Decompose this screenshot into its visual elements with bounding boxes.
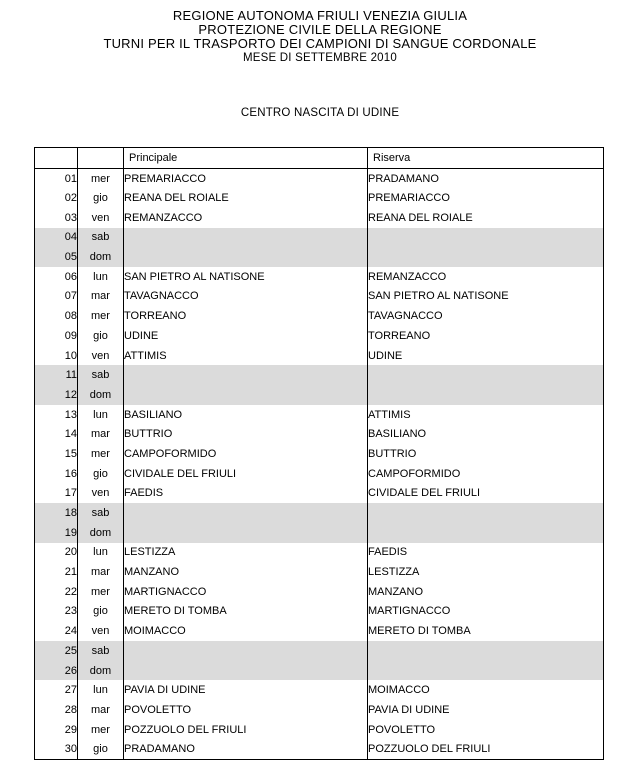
day-cell: 07	[35, 287, 78, 307]
riserva-cell: CAMPOFORMIDO	[368, 464, 604, 484]
weekday-cell: lun	[78, 680, 124, 700]
day-cell: 15	[35, 444, 78, 464]
riserva-cell	[368, 523, 604, 543]
principale-cell: PRADAMANO	[124, 739, 368, 759]
principale-cell	[124, 661, 368, 681]
day-cell: 19	[35, 523, 78, 543]
weekday-cell: lun	[78, 405, 124, 425]
table-row	[35, 602, 604, 622]
weekday-cell: gio	[78, 464, 124, 484]
riserva-cell: POZZUOLO DEL FRIULI	[368, 739, 604, 759]
table-row	[35, 247, 604, 267]
riserva-cell: BASILIANO	[368, 424, 604, 444]
day-cell: 12	[35, 385, 78, 405]
riserva-cell: SAN PIETRO AL NATISONE	[368, 287, 604, 307]
table-row	[35, 444, 604, 464]
day-cell: 04	[35, 228, 78, 248]
weekday-cell: ven	[78, 484, 124, 504]
weekday-cell: dom	[78, 523, 124, 543]
principale-cell: SAN PIETRO AL NATISONE	[124, 267, 368, 287]
principale-cell: TAVAGNACCO	[124, 287, 368, 307]
day-cell: 11	[35, 365, 78, 385]
table-row	[35, 543, 604, 563]
riserva-cell: UDINE	[368, 346, 604, 366]
weekday-cell: ven	[78, 208, 124, 228]
table-row	[35, 346, 604, 366]
weekday-cell: mer	[78, 306, 124, 326]
riserva-cell: TORREANO	[368, 326, 604, 346]
day-cell: 17	[35, 484, 78, 504]
shifts-table-body	[35, 169, 604, 760]
day-cell: 30	[35, 739, 78, 759]
principale-cell: TORREANO	[124, 306, 368, 326]
riserva-cell: MANZANO	[368, 582, 604, 602]
day-cell: 20	[35, 543, 78, 563]
principale-cell: FAEDIS	[124, 484, 368, 504]
header-day	[35, 148, 78, 169]
riserva-cell: ATTIMIS	[368, 405, 604, 425]
principale-cell: PAVIA DI UDINE	[124, 680, 368, 700]
principale-cell	[124, 641, 368, 661]
weekday-cell: sab	[78, 228, 124, 248]
principale-cell	[124, 503, 368, 523]
table-row	[35, 188, 604, 208]
riserva-cell	[368, 228, 604, 248]
day-cell: 23	[35, 602, 78, 622]
weekday-cell: gio	[78, 326, 124, 346]
riserva-cell: POVOLETTO	[368, 720, 604, 740]
principale-cell: MANZANO	[124, 562, 368, 582]
riserva-cell: LESTIZZA	[368, 562, 604, 582]
weekday-cell: sab	[78, 503, 124, 523]
shifts-table	[34, 147, 604, 760]
principale-cell: POVOLETTO	[124, 700, 368, 720]
riserva-cell: MOIMACCO	[368, 680, 604, 700]
header-riserva: Riserva	[368, 148, 604, 169]
weekday-cell: gio	[78, 739, 124, 759]
title-line-turni: TURNI PER IL TRASPORTO DEI CAMPIONI DI SANGUE CORDONALE	[103, 36, 537, 51]
table-row	[35, 385, 604, 405]
header-weekday	[78, 148, 124, 169]
principale-cell: LESTIZZA	[124, 543, 368, 563]
weekday-cell: sab	[78, 365, 124, 385]
weekday-cell: dom	[78, 247, 124, 267]
table-row	[35, 464, 604, 484]
riserva-cell: MARTIGNACCO	[368, 602, 604, 622]
title-line-mese: MESE DI SETTEMBRE 2010	[243, 52, 397, 64]
principale-cell: BASILIANO	[124, 405, 368, 425]
riserva-cell: PAVIA DI UDINE	[368, 700, 604, 720]
table-row	[35, 287, 604, 307]
table-row	[35, 562, 604, 582]
weekday-cell: ven	[78, 346, 124, 366]
principale-cell: BUTTRIO	[124, 424, 368, 444]
weekday-cell: mar	[78, 562, 124, 582]
day-cell: 03	[35, 208, 78, 228]
weekday-cell: gio	[78, 188, 124, 208]
day-cell: 02	[35, 188, 78, 208]
day-cell: 16	[35, 464, 78, 484]
table-row	[35, 661, 604, 681]
table-row	[35, 267, 604, 287]
principale-cell: MARTIGNACCO	[124, 582, 368, 602]
riserva-cell	[368, 503, 604, 523]
table-row	[35, 405, 604, 425]
day-cell: 08	[35, 306, 78, 326]
weekday-cell: sab	[78, 641, 124, 661]
principale-cell: ATTIMIS	[124, 346, 368, 366]
principale-cell: MOIMACCO	[124, 621, 368, 641]
riserva-cell: PREMARIACCO	[368, 188, 604, 208]
header-row	[35, 148, 604, 169]
day-cell: 28	[35, 700, 78, 720]
table-row	[35, 326, 604, 346]
table-row	[35, 484, 604, 504]
principale-cell: CIVIDALE DEL FRIULI	[124, 464, 368, 484]
shifts-table-header	[35, 148, 604, 169]
day-cell: 21	[35, 562, 78, 582]
day-cell: 05	[35, 247, 78, 267]
table-row	[35, 680, 604, 700]
riserva-cell	[368, 365, 604, 385]
table-row	[35, 169, 604, 189]
center-title: CENTRO NASCITA DI UDINE	[240, 107, 400, 119]
table-row	[35, 621, 604, 641]
weekday-cell: lun	[78, 543, 124, 563]
principale-cell: REANA DEL ROIALE	[124, 188, 368, 208]
riserva-cell: REMANZACCO	[368, 267, 604, 287]
table-row	[35, 523, 604, 543]
table-row	[35, 424, 604, 444]
day-cell: 29	[35, 720, 78, 740]
table-row	[35, 503, 604, 523]
principale-cell: MERETO DI TOMBA	[124, 602, 368, 622]
table-row	[35, 582, 604, 602]
weekday-cell: mer	[78, 720, 124, 740]
day-cell: 27	[35, 680, 78, 700]
title-line-region: REGIONE AUTONOMA FRIULI VENEZIA GIULIA	[172, 8, 468, 23]
weekday-cell: mer	[78, 444, 124, 464]
principale-cell	[124, 523, 368, 543]
day-cell: 18	[35, 503, 78, 523]
weekday-cell: lun	[78, 267, 124, 287]
weekday-cell: gio	[78, 602, 124, 622]
riserva-cell: MERETO DI TOMBA	[368, 621, 604, 641]
riserva-cell	[368, 641, 604, 661]
weekday-cell: mar	[78, 700, 124, 720]
riserva-cell: PRADAMANO	[368, 169, 604, 189]
weekday-cell: dom	[78, 385, 124, 405]
table-row	[35, 700, 604, 720]
day-cell: 10	[35, 346, 78, 366]
principale-cell	[124, 247, 368, 267]
riserva-cell	[368, 247, 604, 267]
principale-cell	[124, 365, 368, 385]
riserva-cell: BUTTRIO	[368, 444, 604, 464]
principale-cell	[124, 385, 368, 405]
day-cell: 26	[35, 661, 78, 681]
day-cell: 13	[35, 405, 78, 425]
weekday-cell: ven	[78, 621, 124, 641]
riserva-cell	[368, 385, 604, 405]
day-cell: 24	[35, 621, 78, 641]
riserva-cell: CIVIDALE DEL FRIULI	[368, 484, 604, 504]
principale-cell: UDINE	[124, 326, 368, 346]
day-cell: 14	[35, 424, 78, 444]
principale-cell: CAMPOFORMIDO	[124, 444, 368, 464]
principale-cell	[124, 228, 368, 248]
day-cell: 25	[35, 641, 78, 661]
title-line-protezione: PROTEZIONE CIVILE DELLA REGIONE	[198, 22, 442, 37]
day-cell: 01	[35, 169, 78, 189]
principale-cell: PREMARIACCO	[124, 169, 368, 189]
header-principale: Principale	[124, 148, 368, 169]
table-row	[35, 739, 604, 759]
table-row	[35, 208, 604, 228]
document-header	[0, 9, 640, 65]
day-cell: 06	[35, 267, 78, 287]
table-row	[35, 720, 604, 740]
day-cell: 22	[35, 582, 78, 602]
principale-cell: POZZUOLO DEL FRIULI	[124, 720, 368, 740]
table-row	[35, 641, 604, 661]
riserva-cell: TAVAGNACCO	[368, 306, 604, 326]
weekday-cell: mer	[78, 582, 124, 602]
weekday-cell: mer	[78, 169, 124, 189]
riserva-cell	[368, 661, 604, 681]
weekday-cell: dom	[78, 661, 124, 681]
riserva-cell: REANA DEL ROIALE	[368, 208, 604, 228]
riserva-cell: FAEDIS	[368, 543, 604, 563]
weekday-cell: mar	[78, 424, 124, 444]
table-row	[35, 228, 604, 248]
weekday-cell: mar	[78, 287, 124, 307]
principale-cell: REMANZACCO	[124, 208, 368, 228]
day-cell: 09	[35, 326, 78, 346]
table-row	[35, 365, 604, 385]
table-row	[35, 306, 604, 326]
